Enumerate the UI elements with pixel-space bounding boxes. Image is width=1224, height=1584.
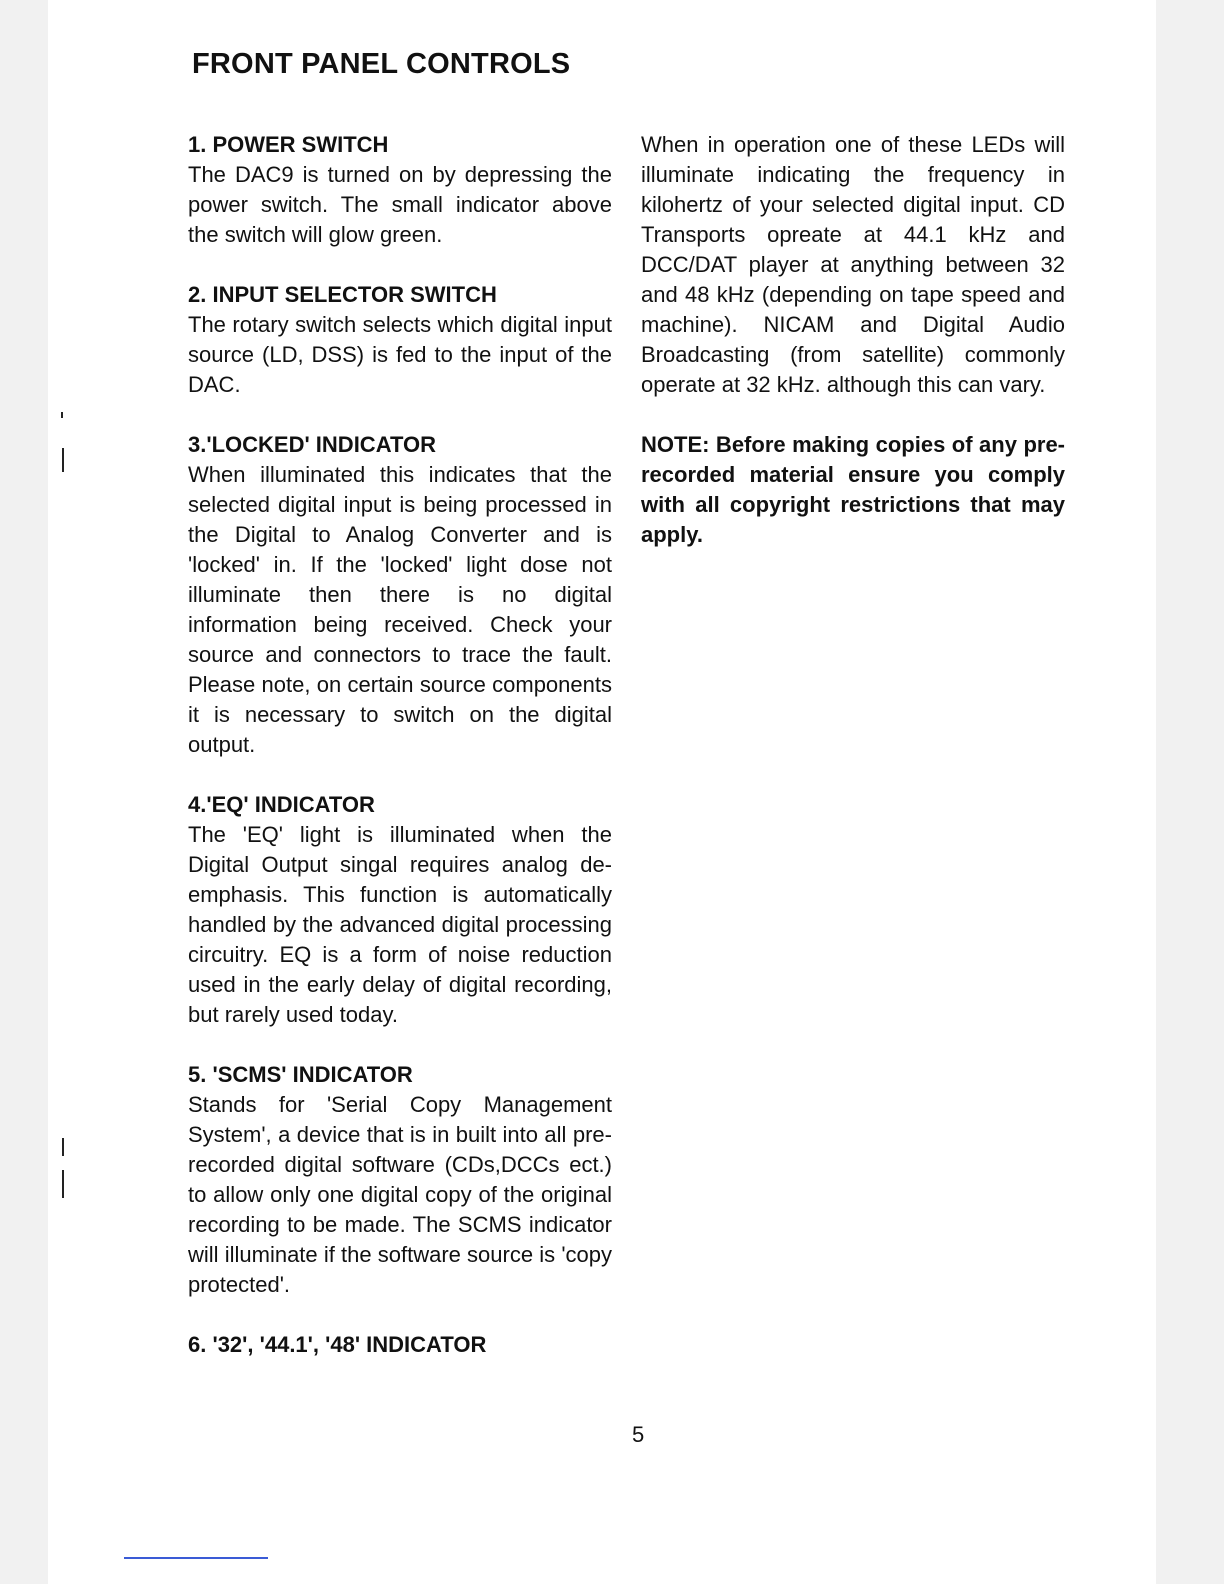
section-text: Stands for 'Serial Copy Management System', a device that is in built into all pre-recorded digital software (CDs,DCCs ect.) to allow only one digital copy of the original recording to be made. The SCMS indicator will illuminate if the software source is 'copy protected'. (188, 1092, 612, 1297)
section-text: The DAC9 is turned on by depressing the power switch. The small indicator above the switch will glow green. (188, 162, 612, 247)
section-eq-indicator (188, 790, 612, 1030)
section-heading: 5. 'SCMS' INDICATOR (188, 1062, 413, 1087)
page-title: FRONT PANEL CONTROLS (192, 48, 571, 80)
section-text: The 'EQ' light is illuminated when the Digital Output singal requires analog de-emphasis. This function is automatically handled by the advanced digital processing circuitry. EQ is a form of noise reduction used in the early delay of digital recording, but rarely used today. (188, 822, 612, 1027)
scan-underline (124, 1557, 268, 1559)
section-input-selector (188, 280, 612, 400)
right-column (641, 130, 1065, 550)
copyright-note: NOTE: Before making copies of any pre-recorded material ensure you comply with all copyright restrictions that may apply. (641, 432, 1065, 547)
section-locked-indicator (188, 430, 612, 760)
section-heading: 2. INPUT SELECTOR SWITCH (188, 282, 497, 307)
margin-mark (62, 448, 64, 472)
section-frequency-indicator (188, 1330, 612, 1360)
section-text: When illuminated this indicates that the selected digital input is being processed in the Digital to Analog Converter and is 'locked' in. If the 'locked' light dose not illuminate then there is no digital information being received. Check your source and connectors to trace the fault. Please note, on certain source components it is necessary to switch on the digital output. (188, 462, 612, 757)
section-heading: 1. POWER SWITCH (188, 132, 389, 157)
section-heading: 3.'LOCKED' INDICATOR (188, 432, 436, 457)
section-text: The rotary switch selects which digital input source (LD, DSS) is fed to the input of the DAC. (188, 312, 612, 397)
margin-mark (62, 1170, 64, 1198)
frequency-paragraph: When in operation one of these LEDs will illuminate indicating the frequency in kilohertz of your selected digital input. CD Transports opreate at 44.1 kHz and DCC/DAT player at anything between 32 and 48 kHz (depending on tape speed and machine). NICAM and Digital Audio Broadcasting (from satellite) commonly operate at 32 kHz. although this can vary. (641, 132, 1065, 397)
page-number: 5 (632, 1422, 645, 1447)
section-scms-indicator (188, 1060, 612, 1300)
left-column (188, 130, 612, 1390)
margin-mark (61, 412, 63, 418)
section-power-switch (188, 130, 612, 250)
section-heading: 4.'EQ' INDICATOR (188, 792, 375, 817)
section-heading: 6. '32', '44.1', '48' INDICATOR (188, 1332, 487, 1357)
margin-mark (62, 1138, 64, 1156)
